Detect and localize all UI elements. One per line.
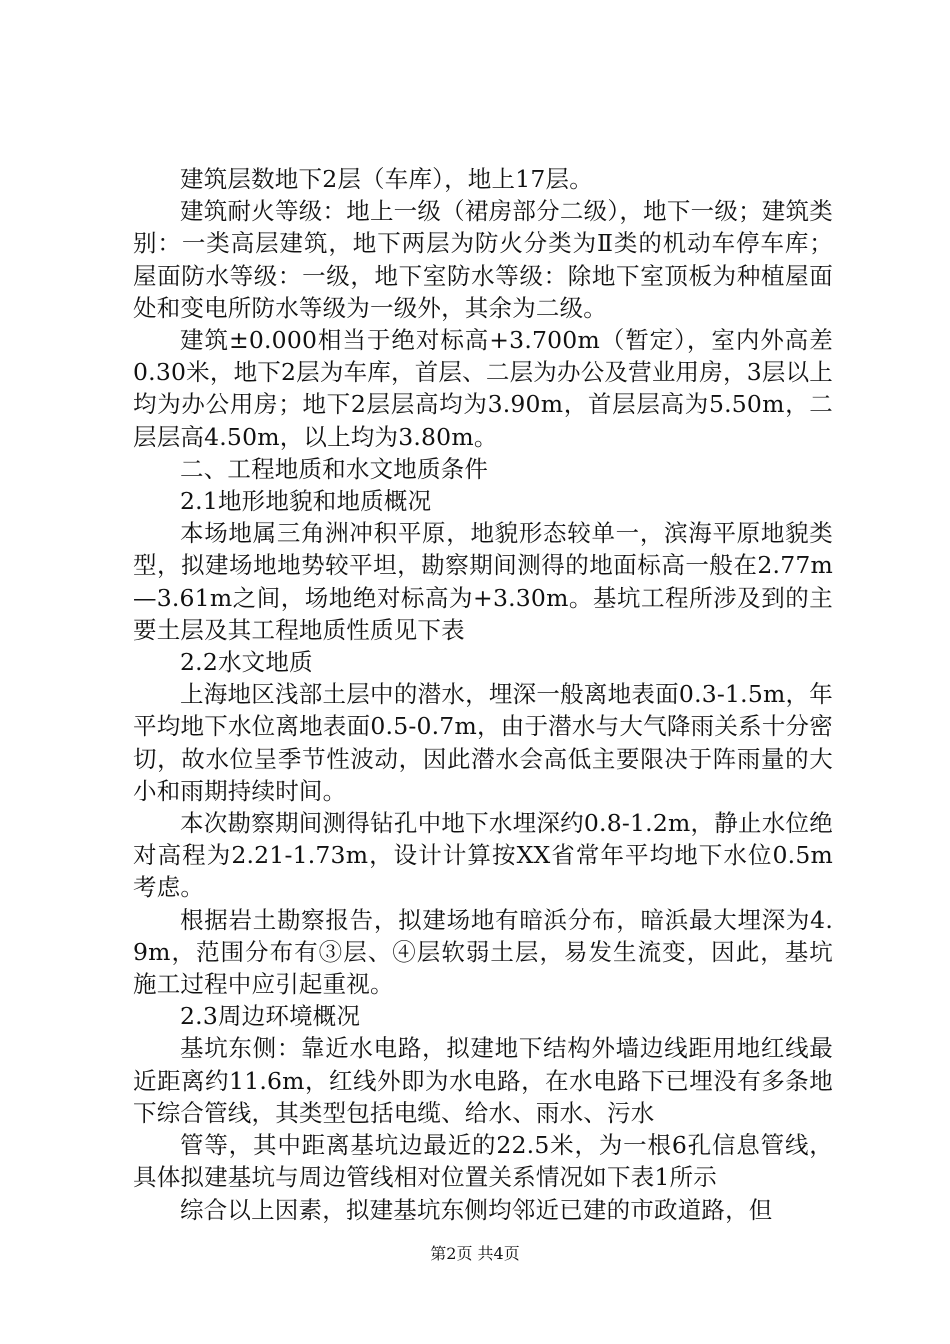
document-body — [133, 163, 833, 1226]
subsection-heading-hydrology: 2.2水文地质 — [180, 648, 313, 677]
subsection-heading-surroundings: 2.3周边环境概况 — [180, 1002, 361, 1031]
paragraph-phreatic-water: 上海地区浅部土层中的潜水，埋深一般离地表面0.3-1.5m，年平均地下水位离地表面0.5-0.7m，由于潜水与大气降雨关系十分密切，故水位呈季节性波动，因此潜水会高低主要限决于阵雨量的大小和雨期持续时间。 — [133, 680, 833, 805]
paragraph-floors: 建筑层数地下2层（车库），地上17层。 — [180, 165, 593, 193]
paragraph-groundwater-level: 本次勘察期间测得钻孔中地下水埋深约0.8-1.2m，静止水位绝对高程为2.21-1.73m，设计计算按XX省常年平均地下水位0.5m考虑。 — [133, 809, 833, 902]
paragraph-terrain: 本场地属三角洲冲积平原，地貌形态较单一，滨海平原地貌类型，拟建场地地势较平坦，勘察期间测得的地面标高一般在2.77m—3.61m之间，场地绝对标高为+3.30m。基坑工程所涉及到的主要土层及其工程地质性质见下表 — [133, 519, 833, 644]
paragraph-elevation: 建筑±0.000相当于绝对标高+3.700m（暂定），室内外高差0.30米，地下2层为车库，首层、二层为办公及营业用房，3层以上均为办公用房；地下2层层高均为3.90m，首层层高为5.50m，二层层高4.50m，以上均为3.80m。 — [133, 326, 833, 451]
paragraph-fire-rating: 建筑耐火等级：地上一级（裙房部分二级），地下一级；建筑类别：一类高层建筑，地下两层为防火分类为Ⅱ类的机动车停车库；屋面防水等级：一级，地下室防水等级：除地下室顶板为种植屋面处和变电所防水等级为一级外，其余为二级。 — [133, 197, 833, 322]
paragraph-pipelines: 管等，其中距离基坑边最近的22.5米，为一根6孔信息管线，具体拟建基坑与周边管线相对位置关系情况如下表1所示 — [133, 1131, 833, 1192]
section-heading-geology: 二、工程地质和水文地质条件 — [180, 454, 489, 483]
subsection-heading-terrain: 2.1地形地貌和地质概况 — [180, 487, 432, 516]
paragraph-east-side: 基坑东侧：靠近水电路，拟建地下结构外墙边线距用地红线最近距离约11.6m，红线外即为水电路，在水电路下已埋没有多条地下综合管线，其类型包括电缆、给水、雨水、污水 — [133, 1034, 833, 1127]
paragraph-hidden-creek: 根据岩土勘察报告，拟建场地有暗浜分布，暗浜最大埋深为4.9m，范围分布有③层、④层软弱土层，易发生流变，因此，基坑施工过程中应引起重视。 — [133, 905, 833, 999]
page-number-footer: 第2页 共4页 — [430, 1244, 520, 1263]
paragraph-summary: 综合以上因素，拟建基坑东侧均邻近已建的市政道路，但 — [180, 1195, 773, 1224]
